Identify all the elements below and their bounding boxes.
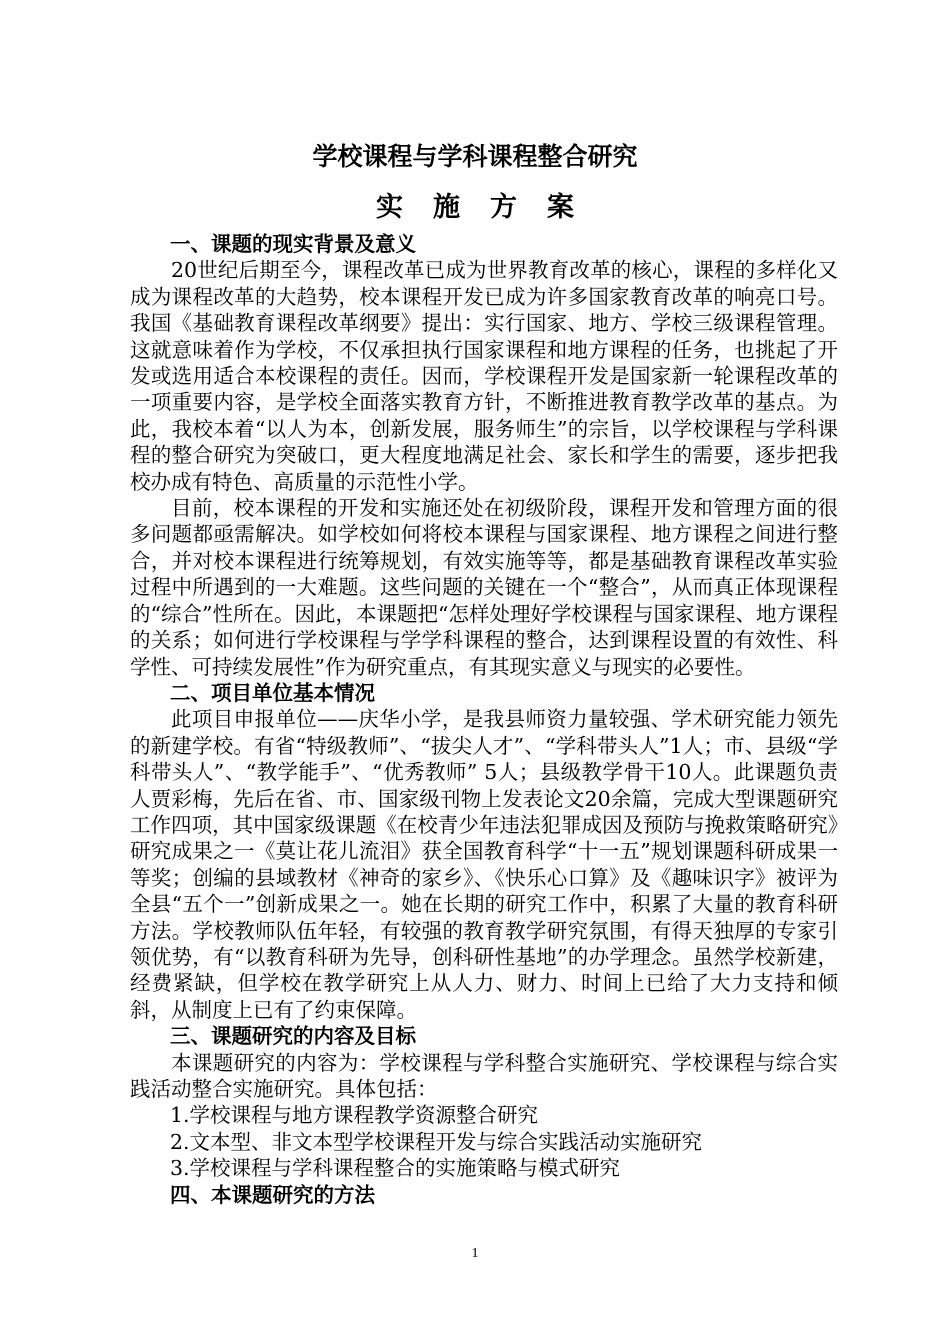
body-paragraph: 本课题研究的内容为：学校课程与学科整合实施研究、学校课程与综合实践活动整合实施研究。具体包括： [130,1050,838,1101]
list-item: 1.学校课程与地方课程教学资源整合研究 [170,1103,539,1128]
document-subtitle: 实施方案 [376,192,604,223]
body-paragraph: 20世纪后期至今，课程改革已成为世界教育改革的核心，课程的多样化又成为课程改革的大趋势，校本课程开发已成为许多国家教育改革的响亮口号。我国《基础教育课程改革纲要》提出：实行国家、地方、学校三级课程管理。这就意味着作为学校，不仅承担执行国家课程和地方课程的任务，也挑起了开发或选用适合本校课程的责任。因而，学校课程开发是国家新一轮课程改革的一项重要内容，是学校全面落实教育方针，不断推进教育教学改革的基点。为此，我校本着“以人为本，创新发展，服务师生”的宗旨，以学校课程与学科课程的整合研究为突破口，更大程度地满足社会、家长和学生的需要，逐步把我校办成有特色、高质量的示范性小学。 [130,258,838,494]
list-item: 3.学校课程与学科课程整合的实施策略与模式研究 [170,1156,621,1181]
document-title: 学校课程与学科课程整合研究 [312,142,638,171]
page-number: 1 [471,1246,479,1261]
section-heading: 一、课题的现实背景及意义 [170,232,416,256]
document-body [130,231,838,1208]
body-paragraph: 目前，校本课程的开发和实施还处在初级阶段，课程开发和管理方面的很多问题都亟需解决。如学校如何将校本课程与国家课程、地方课程之间进行整合，并对校本课程进行统筹规划，有效实施等等，都是基础教育课程改革实验过程中所遇到的一大难题。这些问题的关键在一个“整合”，从而真正体现课程的“综合”性所在。因此，本课题把“怎样处理好学校课程与国家课程、地方课程的关系；如何进行学校课程与学学科课程的整合，达到课程设置的有效性、科学性、可持续发展性”作为研究重点，有其现实意义与现实的必要性。 [130,496,838,679]
section-heading: 三、课题研究的内容及目标 [170,1024,416,1049]
section-heading: 四、本课题研究的方法 [170,1182,375,1207]
section-heading: 二、项目单位基本情况 [170,680,375,705]
body-paragraph: 此项目申报单位——庆华小学，是我县师资力量较强、学术研究能力领先的新建学校。有省“特级教师”、“拔尖人才”、“学科带头人”1人；市、县级“学科带头人”、“教学能手”、“优秀教师” 5人；县级教学骨干10人。此课题负责人贾彩梅，先后在省、市、国家级刊物上发表论文20余篇，完成大型课题研究工作四项，其中国家级课题《在校青少年违法犯罪成因及预防与挽救策略研究》研究成果之一《莫让花儿流泪》获全国教育科学“十一五”规划课题科研成果一等奖；创编的县域教材《神奇的家乡》、《快乐心口算》及《趣味识字》被评为全县“五个一”创新成果之一。她在长期的研究工作中，积累了大量的教育科研方法。学校教师队伍年轻，有较强的教育教学研究氛围，有得天独厚的专家引领优势，有“以教育科研为先导，创科研性基地”的办学理念。虽然学校新建，经费紧缺，但学校在教学研究上从人力、财力、时间上已给了大力支持和倾斜，从制度上已有了约束保障。 [130,707,838,1022]
list-item: 2.文本型、非文本型学校课程开发与综合实践活动实施研究 [170,1129,703,1154]
